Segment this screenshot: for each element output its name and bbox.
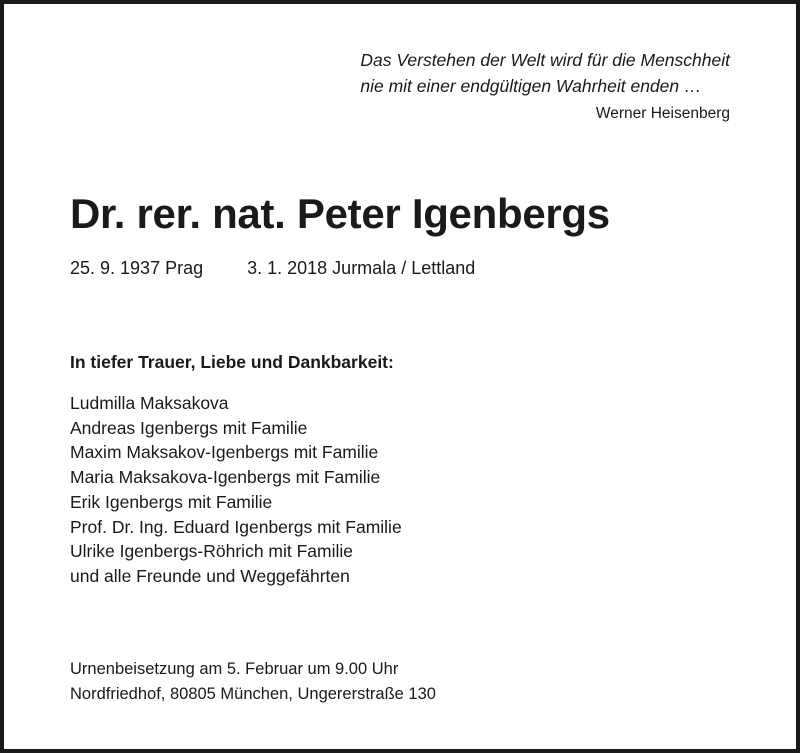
mourners-list (70, 391, 402, 589)
list-item: Ulrike Igenbergs-Röhrich mit Familie (70, 541, 353, 562)
quote-line-1: Das Verstehen der Welt wird für die Menschheit (360, 50, 730, 70)
burial-info (70, 657, 436, 707)
list-item: Andreas Igenbergs mit Familie (70, 417, 308, 438)
list-item: und alle Freunde und Weggefährten (70, 565, 350, 586)
life-dates (70, 256, 475, 280)
burial-location: Nordfriedhof, 80805 München, Ungererstraße 130 (70, 685, 436, 703)
epigraph (360, 47, 730, 126)
list-item: Maria Maksakova-Igenbergs mit Familie (70, 467, 381, 488)
quote-author: Werner Heisenberg (595, 105, 730, 122)
list-item: Erik Igenbergs mit Familie (70, 491, 273, 512)
mourners-heading: In tiefer Trauer, Liebe und Dankbarkeit: (70, 352, 394, 372)
list-item: Prof. Dr. Ing. Eduard Igenbergs mit Familie (70, 516, 402, 537)
death-date-place: 3. 1. 2018 Jurmala / Lettland (247, 258, 476, 278)
quote-line-2: nie mit einer endgültigen Wahrheit enden … (360, 76, 702, 96)
list-item: Ludmilla Maksakova (70, 393, 229, 413)
burial-time: Urnenbeisetzung am 5. Februar um 9.00 Uhr (70, 660, 399, 678)
birth-date-place: 25. 9. 1937 Prag (70, 258, 204, 278)
deceased-name: Dr. rer. nat. Peter Igenbergs (70, 190, 610, 237)
list-item: Maxim Maksakov-Igenbergs mit Familie (70, 442, 379, 463)
